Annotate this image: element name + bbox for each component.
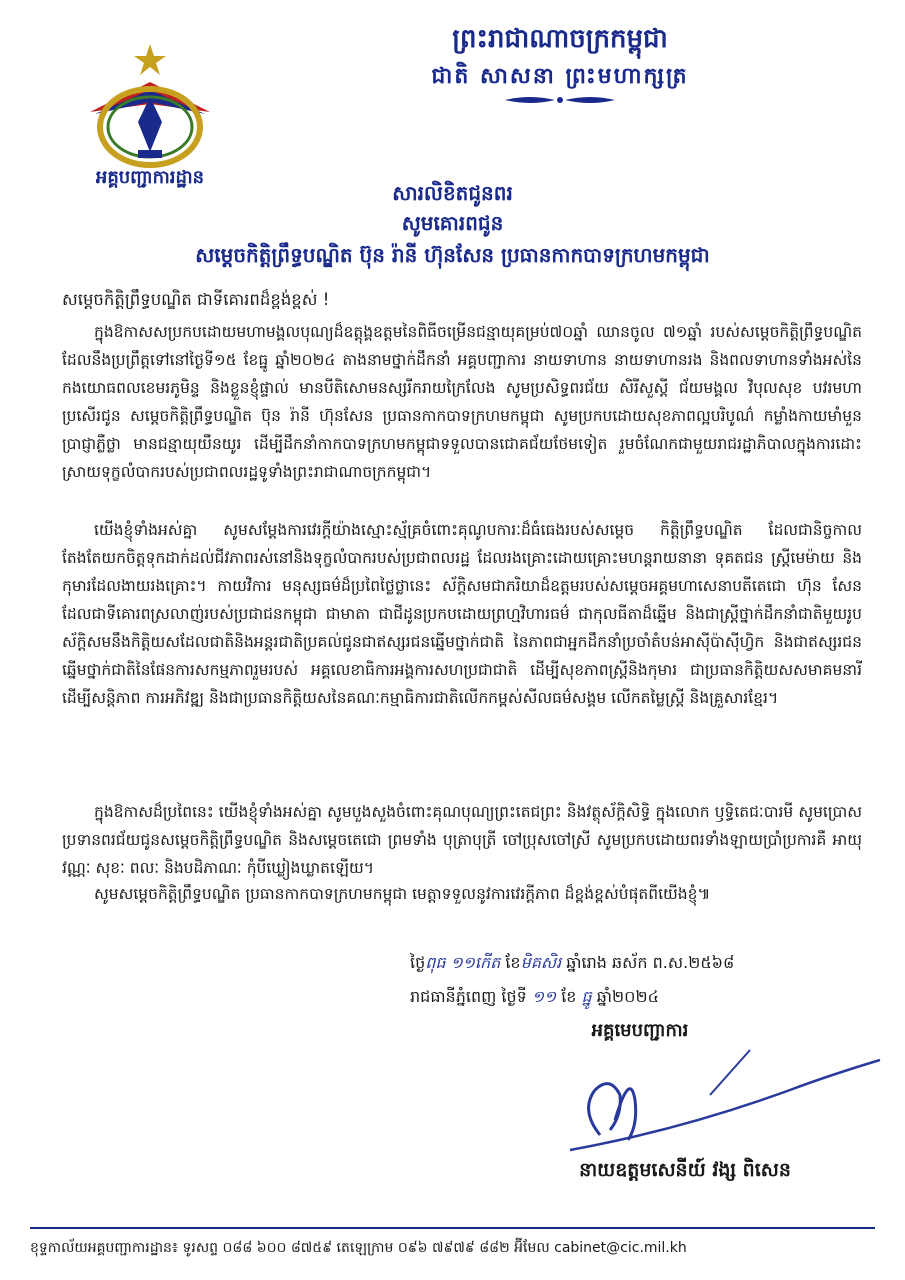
- solar-month: ធ្នូ: [581, 987, 592, 1006]
- lunar-month-label: ខែ: [505, 953, 521, 972]
- solar-day: ១១: [531, 987, 557, 1006]
- footer-divider: [30, 1227, 875, 1229]
- footer-contact-text: ខុទ្ទកាល័យអគ្គបញ្ជាការដ្ឋាន៖ ទូរសព្ទ ០៨៨ ៦០០ ៨៧៥៩ តេឡេក្រាម ០៩៦ ៧៩៧៩ ៨៨២ អ៊ីមែល: [30, 1240, 550, 1256]
- department-name: អគ្គបញ្ជាការដ្ឋាន: [95, 167, 205, 188]
- national-motto: ជាតិ សាសនា ព្រះមហាក្សត្រ: [431, 64, 689, 89]
- military-emblem-logo: [80, 42, 220, 172]
- solar-city: រាជធានីភ្នំពេញ ថ្ងៃទី: [410, 987, 527, 1006]
- lunar-date-prefix: ថ្ងៃ: [410, 953, 426, 972]
- letter-addressee-prefix: សូមគោរពជូន: [401, 211, 504, 235]
- body-paragraph-1: ក្នុងឱកាសសប្រកបដោយមហាមង្គលបុណ្យដ៏ឧត្តុង្គឧត្តមនៃពិធីចម្រើនជន្មាយុគម្រប់៧០ឆ្នាំ ឈានចូល ៧១ឆ្នាំ របស់សម្តេចកិត្តិព្រឹទ្ធបណ្ឌិត ដែលនឹងប្រព្រឹត្តទៅនៅថ្ងៃទី១៥ ខែធ្នូ ឆ្នាំ២០២៤ តាងនាមថ្នាក់ដឹកនាំ អគ្គបញ្ជាការ នាយទាហាន នាយទាហានរង និងពលទាហានទាំងអស់នៃកងយោធពលខេមរភូមិន្ទ និងខ្លួនខ្ញុំផ្ទាល់ មានបីតិសោមនស្សរីករាយក្រៃលែង សូមប្រសិទ្ធពរជ័យ សិរីសួស្តី ជ័យមង្គល វិបុលសុខ បវរមហាប្រសើរជូន សម្តេចកិត្តិព្រឹទ្ធបណ្ឌិត ប៊ុន រ៉ានី ហ៊ុនសែន ប្រធានកាកបាទក្រហមកម្ពុជា សូមប្រកបដោយសុខភាពល្អបរិបូណ៌ កម្លាំងកាយមាំមួន ប្រាជ្ញាភ្លឺថ្លា មានជន្មាយុយឺនយូរ ដើម្បីដឹកនាំកាកបាទក្រហមកម្ពុជាទទួលបានជោគជ័យថែមទៀត រួមចំណែកជាមួយរាជរដ្ឋាភិបាលក្នុងការដោះស្រាយទុក្ខលំបាករបស់ប្រជាពលរដ្ឋទូទាំងព្រះរាជាណាចក្រកម្ពុជា។: [62, 323, 862, 481]
- solar-year: ឆ្នាំ២០២៤: [596, 987, 659, 1006]
- flourish-ornament: [500, 92, 620, 108]
- footer-email[interactable]: cabinet@cic.mil.kh: [554, 1240, 687, 1256]
- lunar-day: ពុធ: [425, 953, 446, 972]
- signer-name: នាយឧត្តមសេនីយ៍ វង្ស ពិសេន: [579, 1159, 791, 1181]
- salutation: សម្តេចកិត្តិព្រឹទ្ធបណ្ឌិត ជាទីគោរពដ៏ខ្ពង់ខ្ពស់ !: [62, 290, 330, 309]
- lunar-month: មិគសិរ: [520, 953, 562, 972]
- lunar-year: ឆ្នាំរោង ឆស័ក ព.ស.២៥៦៨: [566, 953, 735, 972]
- body-paragraph-4: សូមសម្តេចកិត្តិព្រឹទ្ធបណ្ឌិត ប្រធានកាកបាទក្រហមកម្ពុជា មេត្តាទទួលនូវការវេរក្តីភាព ដ៏ខ្ពង់ខ្ពស់បំផុតពីយើងខ្ញុំ៕: [94, 885, 711, 903]
- letter-addressee: សម្តេចកិត្តិព្រឹទ្ធបណ្ឌិត ប៊ុន រ៉ានី ហ៊ុនសែន ប្រធានកាកបាទក្រហមកម្ពុជា: [195, 243, 710, 267]
- solar-month-label: ខែ: [561, 987, 577, 1006]
- handwritten-signature: [560, 1040, 890, 1160]
- body-paragraph-3: ក្នុងឱកាសដ៏ប្រពៃនេះ យើងខ្ញុំទាំងអស់គ្នា សូមបួងសួងចំពោះគុណបុណ្យព្រះតេជព្រះ និងវត្ថុស័ក្តិសិទ្ធិ ក្នុងលោក ឫទ្ធិតេជៈបារមី សូមប្រោសប្រទានពរជ័យជូនសម្តេចកិត្តិព្រឹទ្ធបណ្ឌិត និងសម្តេចតេជោ ព្រមទាំង បុត្រាបុត្រី ចៅប្រុសចៅស្រី សូមប្រកបដោយពរទាំងឡាយប្រាំប្រការគឺ អាយុ វណ្ណៈ សុខៈ ពលៈ និងបដិភាណៈ កុំបីឃ្លៀងឃ្លាតឡើយ។: [62, 803, 862, 877]
- body-paragraph-2: យើងខ្ញុំទាំងអស់គ្នា សូមសម្តែងការវេរក្តីយ៉ាងស្មោះស្ម័គ្រចំពោះគុណូបការៈដ៏ធំធេងរបស់សម្តេច កិត្តិព្រឹទ្ធបណ្ឌិត ដែលជានិច្ចកាលតែងតែយកចិត្តទុកដាក់ដល់ជីវភាពរស់នៅនិងទុក្ខលំបាករបស់ប្រជាពលរដ្ឋ ដែលរងគ្រោះដោយគ្រោះមហន្តរាយនានា ទុគតជន ស្ត្រីមេម៉ាយ និងកុមារដែលងាយរងគ្រោះ។ កាយវិការ មនុស្សធម៌ដ៏ប្រពៃថ្លៃថ្លានេះ ស័ក្តិសមជាភរិយាដ៏ឧត្តមរបស់សម្តេចអគ្គមហាសេនាបតីតេជោ ហ៊ុន សែន ដែលជាទីគោរពស្រលាញ់របស់ប្រជាជនកម្ពុជា ជាមាតា ជាជីដូនប្រកបដោយព្រហ្មវិហារធម៌ ជាកុលធីតាដ៏ឆ្នើម និងជាស្ត្រីថ្នាក់ដឹកនាំជាតិមួយរូប ស័ក្តិសមនឹងកិត្តិយសដែលជាតិនិងអន្តរជាតិប្រគល់ជូនជាឥស្សរជនឆ្នើមថ្នាក់ជាតិ នៃភាពជាអ្នកដឹកនាំប្រចាំតំបន់អាស៊ីប៉ាស៊ីហ្វិក និងជាឥស្សរជនឆ្នើមថ្នាក់ជាតិនៃផែនការសកម្មភាពរួមរបស់ អគ្គលេខាធិការអង្គការសហប្រជាជាតិ ដើម្បីសុខភាពស្ត្រីនិងកុមារ ជាប្រធានកិត្តិយសសមាគមនារីដើម្បីសន្តិភាព ការអភិវឌ្ឍ និងជាប្រធានកិត្តិយសនៃគណៈកម្មាធិការជាតិលើកកម្ពស់សីលធម៌សង្គម លើកតម្លៃស្ត្រី និងគ្រួសារខ្មែរ។: [62, 521, 862, 707]
- letter-title: សារលិខិតជូនពរ: [392, 181, 513, 205]
- solar-date: [410, 986, 850, 1010]
- kingdom-heading: ព្រះរាជាណាចក្រកម្ពុជា: [452, 24, 668, 54]
- signer-title: អគ្គមេបញ្ជាការ: [591, 1020, 689, 1041]
- footer-contact: [30, 1238, 875, 1259]
- lunar-date: [410, 952, 850, 976]
- lunar-waxing: ១១កើត: [450, 953, 501, 972]
